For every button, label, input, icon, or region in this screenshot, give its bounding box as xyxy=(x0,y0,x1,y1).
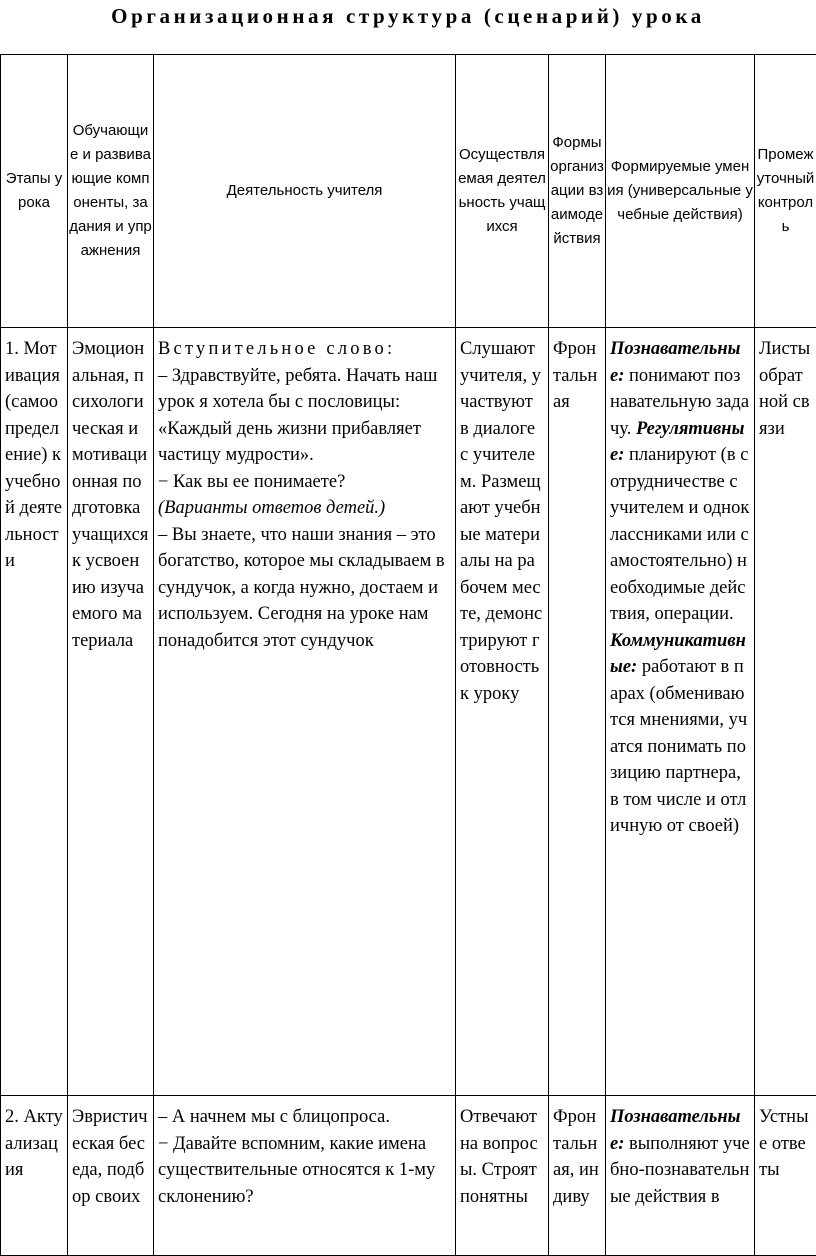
skills-cell xyxy=(606,328,755,1096)
component-cell: Эвристическая беседа, подбор своих xyxy=(68,1096,154,1256)
stage-cell: 2. Актуализация xyxy=(1,1096,68,1256)
form-cell: Фронтальная, индиву xyxy=(549,1096,606,1256)
skill-text: понимают познавательную задачу. xyxy=(610,366,749,439)
teacher-cell xyxy=(154,328,456,1096)
teacher-cell xyxy=(154,1096,456,1256)
teacher-text: − Как вы ее понимаете? xyxy=(158,469,451,496)
page-title: Организационная структура (сценарий) урока xyxy=(0,4,816,29)
header-teacher: Деятельность учителя xyxy=(154,55,456,328)
header-students: Осуществляемая деятельность учащихся xyxy=(456,55,549,328)
teacher-text: – Вы знаете, что наши знания – это богатство, которое мы складываем в сундучок, а когда нужно, достаем и используем. Сегодня на уроке нам понадобится этот сундучок xyxy=(158,522,451,655)
teacher-text: – А начнем мы с блицопроса. xyxy=(158,1104,451,1131)
header-skills: Формируемые умения (универсальные учебные действия) xyxy=(606,55,755,328)
header-row xyxy=(1,55,816,328)
skill-label: Познавательные: xyxy=(610,1107,740,1154)
header-forms: Формы организации взаимодействия xyxy=(549,55,606,328)
table-row xyxy=(1,1096,816,1256)
teacher-text: (Варианты ответов детей.) xyxy=(158,495,451,522)
skill-text: работают в парах (обмениваются мнениями, учатся понимать позицию партнера, в том числе и отличную от своей) xyxy=(610,657,747,836)
teacher-text: − Давайте вспомним, какие имена существительные относятся к 1-му склонению? xyxy=(158,1131,451,1211)
teacher-lead: Вступительное слово: xyxy=(158,336,451,363)
header-components: Обучающие и развивающие компоненты, задания и упражнения xyxy=(68,55,154,328)
component-cell: Эмоциональная, психологическая и мотивационная подготовка учащихся к усвоению изучаемого материала xyxy=(68,328,154,1096)
stage-cell: 1. Мотивация (самоопределение) к учебной деятельности xyxy=(1,328,68,1096)
students-cell: Отвечают на вопросы. Строят понятны xyxy=(456,1096,549,1256)
table-row xyxy=(1,328,816,1096)
students-cell: Слушают учителя, участвуют в диалоге с учителем. Размещают учебные материалы на рабочем месте, демонстрируют готовность к уроку xyxy=(456,328,549,1096)
lesson-structure-table xyxy=(0,54,816,1256)
header-stages: Этапы урока xyxy=(1,55,68,328)
skill-label: Регулятивные: xyxy=(610,419,744,466)
skill-label: Коммуникативные: xyxy=(610,631,746,678)
control-cell: Устные ответы xyxy=(755,1096,816,1256)
skill-text: планируют (в сотрудничестве с учителем и одноклассниками или самостоятельно) необходимые действия, операции. xyxy=(610,445,749,624)
control-cell: Листы обратной связи xyxy=(755,328,816,1096)
skill-text: выполняют учебно-познавательные действия в xyxy=(610,1134,750,1207)
teacher-text: – Здравствуйте, ребята. Начать наш урок я хотела бы с пословицы: «Каждый день жизни прибавляет частицу мудрости». xyxy=(158,363,451,469)
skill-label: Познавательные: xyxy=(610,339,740,386)
form-cell: Фронтальная xyxy=(549,328,606,1096)
skills-cell xyxy=(606,1096,755,1256)
header-control: Промежуточный контроль xyxy=(755,55,816,328)
